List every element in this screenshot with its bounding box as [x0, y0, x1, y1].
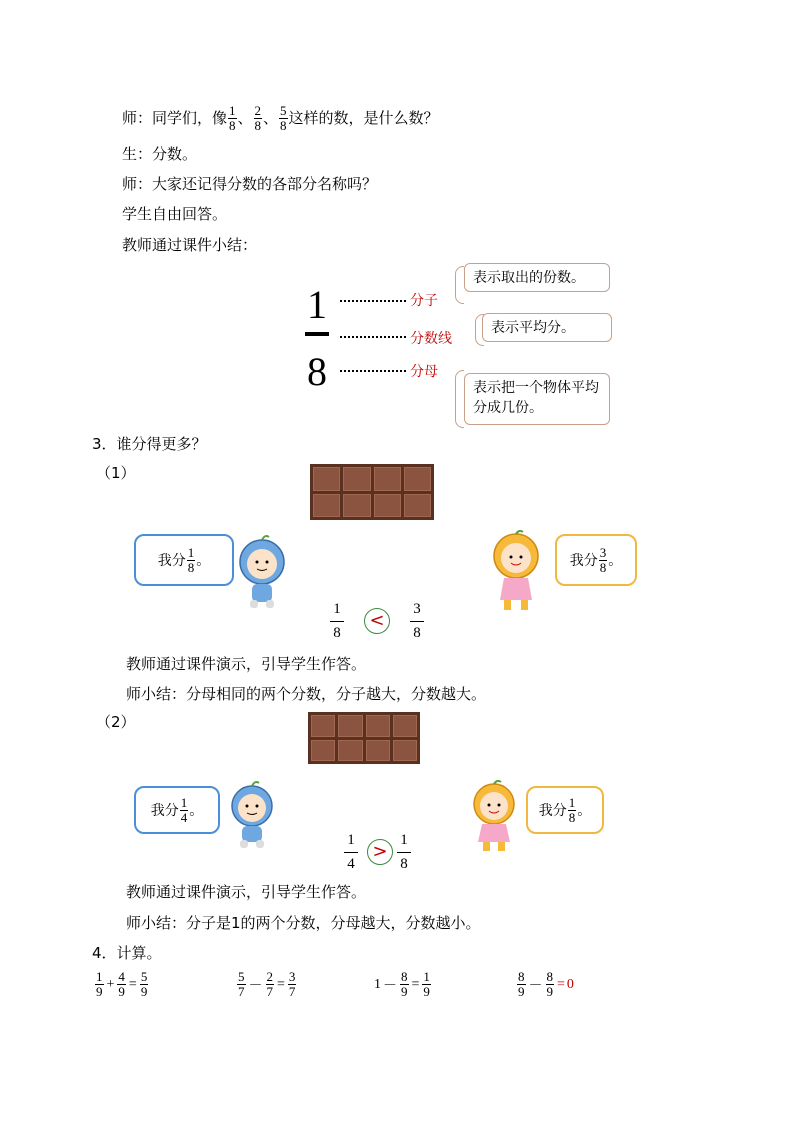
compare-left-fraction: 1 4: [344, 832, 358, 873]
section-3-title: 3．谁分得更多？: [92, 435, 207, 453]
brace: [455, 370, 464, 428]
fraction: $\frac{5}{8}$: [280, 103, 287, 133]
chocolate-bar-8: [310, 464, 434, 520]
big-fraction-bar: [305, 332, 329, 336]
note-denominator: 表示把一个物体平均分成几份。: [464, 373, 610, 425]
problem-2-label: （2）: [96, 713, 136, 731]
note-fraction-bar: 表示平均分。: [482, 313, 612, 342]
speech-bubble-boy: 我分 $\frac{1}{4}$ 。: [134, 786, 220, 834]
fraction: $\frac{1}{8}$: [229, 103, 236, 133]
dialog-line-3: 师：大家还记得分数的各部分名称吗？: [122, 175, 378, 193]
compare-left-fraction: 1 8: [330, 601, 344, 642]
dialog-line-4: 学生自由回答。: [122, 205, 228, 223]
big-denominator: 8: [307, 349, 327, 394]
label-denominator: 分母: [410, 364, 438, 380]
speech-bubble-boy: 我分 $\frac{1}{8}$ 。: [134, 534, 234, 586]
demo-line-1: 教师通过课件演示，引导学生作答。: [126, 655, 367, 673]
speech-bubble-girl: 我分 $\frac{1}{8}$ 。: [526, 786, 604, 834]
boy-character-icon: [222, 780, 282, 852]
compare-sign: <: [364, 608, 390, 634]
summary-line-2: 师小结：分子是1的两个分数，分母越大，分数越小。: [126, 914, 481, 932]
calc-1: $\frac{1}{9}$ + $\frac{4}{9}$ = $\frac{5}{9}$: [96, 969, 148, 999]
calc-2: $\frac{5}{7}$ － $\frac{2}{7}$ = $\frac{3}{7}$: [238, 969, 296, 999]
fraction: $\frac{2}{8}$: [254, 103, 262, 133]
dialog-line-1: 师：同学们，像 $\frac{1}{8}$ 、 $\frac{2}{8}$ 、 $\frac{5}{8}$ 这样的数，是什么数？: [122, 103, 439, 133]
calc-4: $\frac{8}{9}$ － $\frac{8}{9}$ = 0: [518, 969, 574, 999]
dotted-leader: [340, 336, 406, 338]
dialog-line-5: 教师通过课件小结：: [122, 236, 258, 254]
chocolate-bar-4x2: [308, 712, 420, 764]
speech-bubble-girl: 我分 $\frac{3}{8}$ 。: [555, 534, 637, 586]
label-numerator: 分子: [410, 293, 438, 309]
brace: [455, 266, 464, 304]
girl-character-icon: [464, 780, 524, 852]
label-fraction-bar: 分数线: [410, 331, 452, 347]
compare-right-fraction: 3 8: [410, 601, 424, 642]
compare-right-fraction: 1 8: [397, 832, 411, 873]
calc-3: 1 － $\frac{8}{9}$ = $\frac{1}{9}$: [374, 969, 430, 999]
big-numerator: 1: [307, 282, 327, 327]
dotted-leader: [340, 300, 406, 302]
problem-1-label: （1）: [96, 464, 136, 482]
summary-line-1: 师小结：分母相同的两个分数，分子越大，分数越大。: [126, 685, 487, 703]
section-4-title: 4．计算。: [92, 944, 162, 962]
note-numerator: 表示取出的份数。: [464, 263, 610, 292]
demo-line-2: 教师通过课件演示，引导学生作答。: [126, 883, 367, 901]
dialog-line-2: 生：分数。: [122, 145, 198, 163]
compare-sign: >: [367, 839, 393, 865]
boy-character-icon: [232, 534, 292, 614]
dotted-leader: [340, 370, 406, 372]
girl-character-icon: [484, 530, 548, 614]
